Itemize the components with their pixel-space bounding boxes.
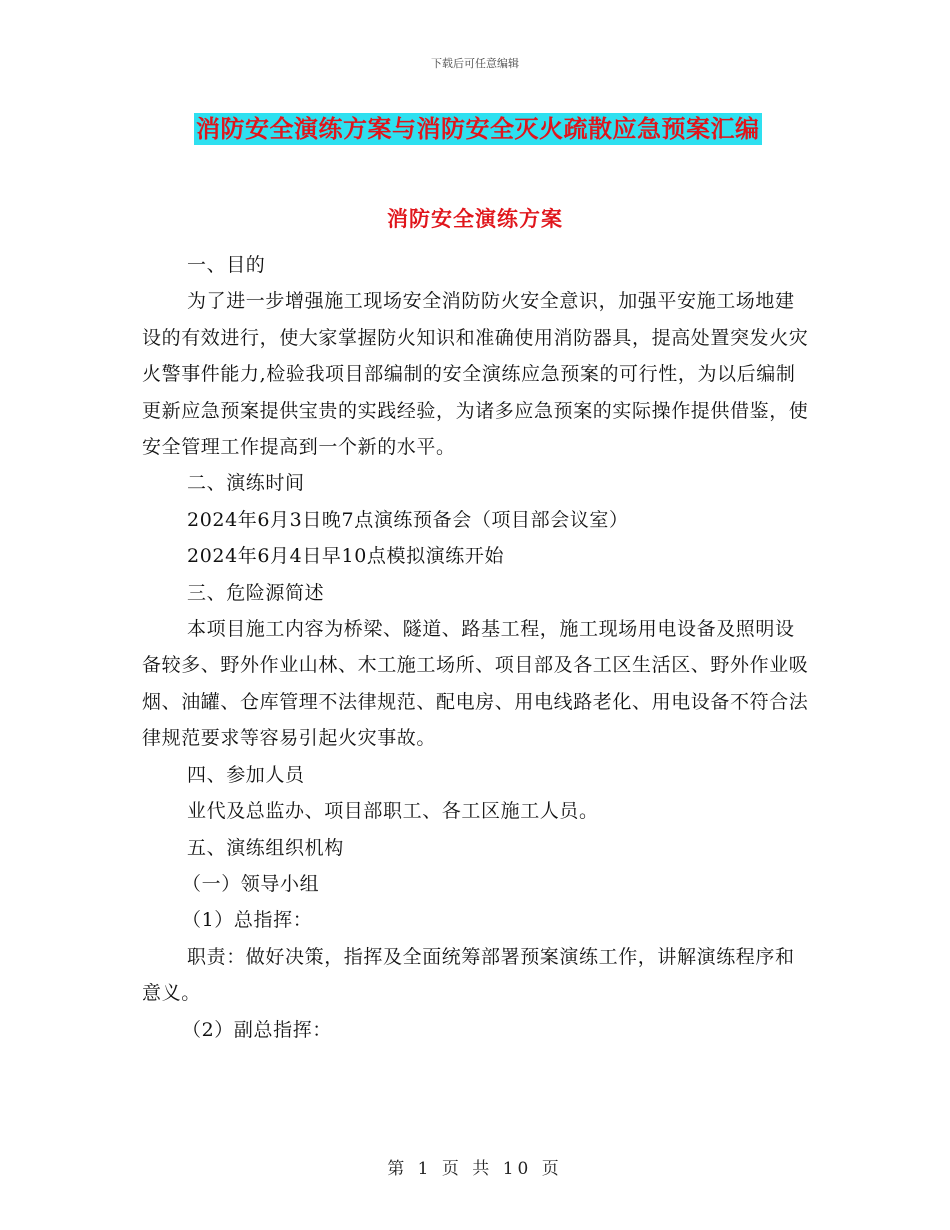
document-body xyxy=(142,247,810,1048)
heading-organization: 五、演练组织机构 xyxy=(187,836,344,859)
drill-time-line-2: 2024年6月4日早10点模拟演练开始 xyxy=(187,545,505,568)
paragraph-participants: 业代及总监办、项目部职工、各工区施工人员。 xyxy=(187,800,599,823)
heading-drill-time: 二、演练时间 xyxy=(187,472,305,495)
item-commander: （1）总指挥： xyxy=(182,909,313,932)
page-header-note: 下载后可任意编辑 xyxy=(431,57,519,70)
heading-participants: 四、参加人员 xyxy=(187,763,305,786)
paragraph-purpose: 为了进一步增强施工现场安全消防防火安全意识，加强平安施工场地建设的有效进行，使大家掌握防火知识和准确使用消防器具，提高处置突发火灾火警事件能力,检验我项目部编制的安全演练应急预案的可行性，为以后编制更新应急预案提供宝贵的实践经验，为诸多应急预案的实际操作提供借鉴，使安全管理工作提高到一个新的水平。 xyxy=(142,290,809,459)
item-deputy-commander: （2）副总指挥： xyxy=(182,1018,332,1041)
section-title: 消防安全演练方案 xyxy=(387,206,563,231)
paragraph-commander-duty: 职责：做好决策，指挥及全面统筹部署预案演练工作，讲解演练程序和意义。 xyxy=(142,945,795,1005)
page-number: 第 1 页 共 10 页 xyxy=(387,1159,563,1179)
paragraph-hazards: 本项目施工内容为桥梁、隧道、路基工程，施工现场用电设备及照明设备较多、野外作业山林、木工施工场所、项目部及各工区生活区、野外作业吸烟、油罐、仓库管理不法律规范、配电房、用电线路老化、用电设备不符合法律规范要求等容易引起火灾事故。 xyxy=(142,618,809,750)
subheading-leadership: （一）领导小组 xyxy=(182,872,320,895)
drill-time-line-1: 2024年6月3日晚7点演练预备会（项目部会议室） xyxy=(187,508,629,531)
heading-purpose: 一、目的 xyxy=(187,254,266,276)
document-title: 消防安全演练方案与消防安全灭火疏散应急预案汇编 xyxy=(196,114,760,143)
heading-hazards: 三、危险源简述 xyxy=(187,581,325,604)
